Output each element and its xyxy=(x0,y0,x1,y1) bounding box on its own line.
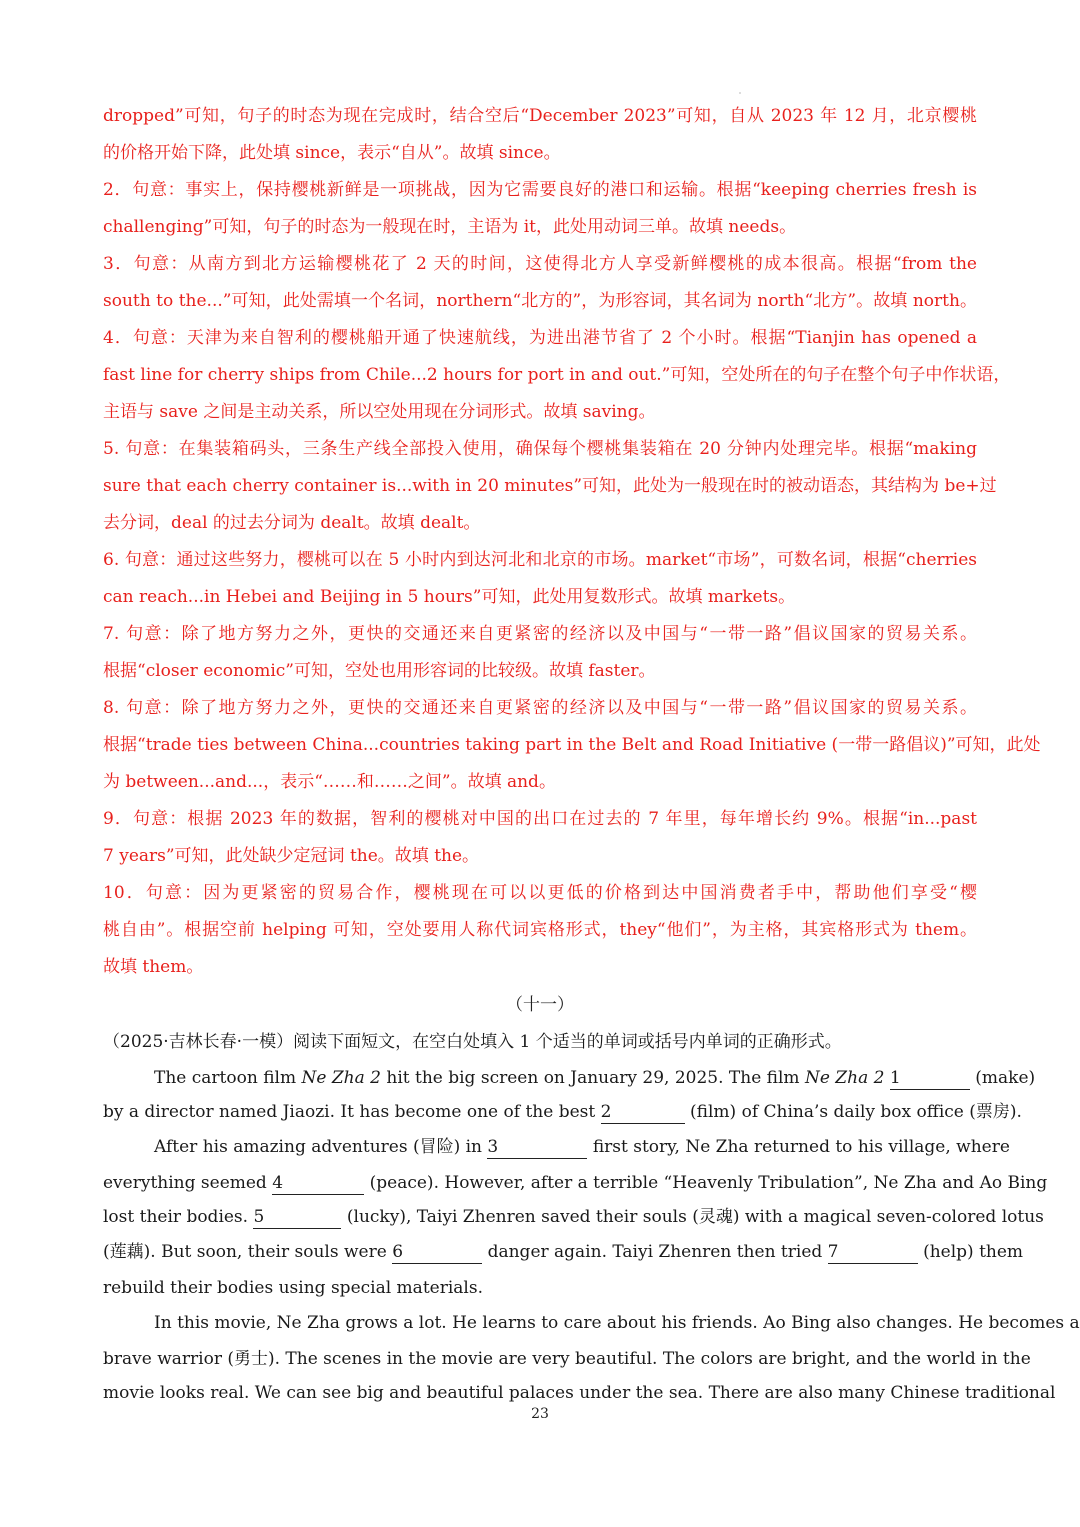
scan-mark xyxy=(739,92,741,94)
exercise-instructions: （2025·吉林长春·一模）阅读下面短文，在空白处填入 1 个适当的单词或括号内单词的正确形式。 xyxy=(103,1032,842,1052)
answer-line: dropped”可知，句子的时态为现在完成时，结合空后“December 2023”可知，自从 2023 年 12 月，北京樱桃 xyxy=(103,106,977,126)
page-number: 23 xyxy=(531,1406,549,1422)
answer-line: 为 between...and...，表示“……和……之间”。故填 and。 xyxy=(103,772,556,792)
answer-line: 9．句意：根据 2023 年的数据，智利的樱桃对中国的出口在过去的 7 年里，每年增长约 9%。根据“in...past xyxy=(103,809,977,829)
answer-line: 主语与 save 之间是主动关系，所以空处用现在分词形式。故填 saving。 xyxy=(103,402,656,422)
answer-explanations xyxy=(103,98,1041,986)
film-title: Ne Zha 2 xyxy=(301,1068,381,1088)
answer-line: 4．句意：天津为来自智利的樱桃船开通了快速航线，为进出港节省了 2 个小时。根据“Tianjin has opened a xyxy=(103,328,977,348)
answer-line: 6. 句意：通过这些努力，樱桃可以在 5 小时内到达河北和北京的市场。market“市场”，可数名词，根据“cherries xyxy=(103,550,977,570)
blank-2[interactable]: 2 xyxy=(601,1101,685,1124)
answer-line: can reach...in Hebei and Beijing in 5 hours”可知，此处用复数形式。故填 markets。 xyxy=(103,587,796,607)
answer-line: 去分词，deal 的过去分词为 dealt。故填 dealt。 xyxy=(103,513,481,533)
passage-line: movie looks real. We can see big and beautiful palaces under the sea. There are also many Chinese traditional xyxy=(103,1383,1056,1403)
answer-line: 7. 句意：除了地方努力之外，更快的交通还来自更紧密的经济以及中国与“一带一路”倡议国家的贸易关系。 xyxy=(103,624,977,644)
answer-line: south to the...”可知，此处需填一个名词，northern“北方的”，为形容词，其名词为 north“北方”。故填 north。 xyxy=(103,291,977,311)
exercise xyxy=(103,1024,1080,1410)
answer-line: challenging”可知，句子的时态为一般现在时，主语为 it，此处用动词三单。故填 needs。 xyxy=(103,217,797,237)
passage-line: lost their bodies. 5 (lucky), Taiyi Zhenren saved their souls (灵魂) with a magical seven-colored lotus xyxy=(103,1207,1044,1227)
blank-3[interactable]: 3 xyxy=(487,1136,587,1159)
blank-5[interactable]: 5 xyxy=(253,1206,341,1229)
answer-line: 10．句意：因为更紧密的贸易合作，樱桃现在可以以更低的价格到达中国消费者手中，帮助他们享受“樱 xyxy=(103,883,977,903)
passage-line: (莲藕). But soon, their souls were 6 danger again. Taiyi Zhenren then tried 7 (help) them xyxy=(103,1242,1024,1262)
answer-line: 5. 句意：在集装箱码头，三条生产线全部投入使用，确保每个樱桃集装箱在 20 分钟内处理完毕。根据“making xyxy=(103,439,977,459)
answer-line: 8. 句意：除了地方努力之外，更快的交通还来自更紧密的经济以及中国与“一带一路”倡议国家的贸易关系。 xyxy=(103,698,977,718)
answer-line: 根据“closer economic”可知，空处也用形容词的比较级。故填 faster。 xyxy=(103,661,656,681)
answer-line: 故填 them。 xyxy=(103,957,204,977)
page-content xyxy=(103,98,1080,1410)
passage-line: In this movie, Ne Zha grows a lot. He learns to care about his friends. Ao Bing also changes. He becomes a xyxy=(154,1313,1080,1333)
answer-line: 2．句意：事实上，保持樱桃新鲜是一项挑战，因为它需要良好的港口和运输。根据“keeping cherries fresh is xyxy=(103,180,977,200)
section-heading: （十一） xyxy=(506,995,574,1015)
passage-line: everything seemed 4 (peace). However, after a terrible “Heavenly Tribulation”, Ne Zha and Ao Bing xyxy=(103,1173,1048,1193)
answer-line: 的价格开始下降，此处填 since，表示“自从”。故填 since。 xyxy=(103,143,561,163)
answer-line: fast line for cherry ships from Chile...2 hours for port in and out.”可知，空处所在的句子在整个句子中作状语， xyxy=(103,365,1011,385)
answer-line: 根据“trade ties between China...countries taking part in the Belt and Road Initiative (一带一路倡议)”可知，此处 xyxy=(103,735,1041,755)
passage-line: rebuild their bodies using special materials. xyxy=(103,1278,483,1298)
blank-4[interactable]: 4 xyxy=(272,1172,364,1195)
film-title: Ne Zha 2 xyxy=(804,1068,885,1088)
blank-6[interactable]: 6 xyxy=(392,1241,482,1264)
passage-line: by a director named Jiaozi. It has become one of the best 2 (film) of China’s daily box office (票房). xyxy=(103,1102,1022,1122)
answer-line: 3．句意：从南方到北方运输樱桃花了 2 天的时间，这使得北方人享受新鲜樱桃的成本很高。根据“from the xyxy=(103,254,977,274)
blank-1[interactable]: 1 xyxy=(890,1067,970,1090)
passage-line: The cartoon film Ne Zha 2 hit the big screen on January 29, 2025. The film Ne Zha 2 1 (make) xyxy=(154,1068,1036,1088)
blank-7[interactable]: 7 xyxy=(828,1241,918,1264)
answer-line: 7 years”可知，此处缺少定冠词 the。故填 the。 xyxy=(103,846,480,866)
passage-line: After his amazing adventures (冒险) in 3 first story, Ne Zha returned to his village, where xyxy=(154,1137,1010,1157)
passage-line: brave warrior (勇士). The scenes in the movie are very beautiful. The colors are bright, and the world in the xyxy=(103,1349,1031,1369)
answer-line: 桃自由”。根据空前 helping 可知，空处要用人称代词宾格形式，they“他们”，为主格，其宾格形式为 them。 xyxy=(103,920,977,940)
answer-line: sure that each cherry container is...with in 20 minutes”可知，此处为一般现在时的被动语态，其结构为 be+过 xyxy=(103,476,997,496)
